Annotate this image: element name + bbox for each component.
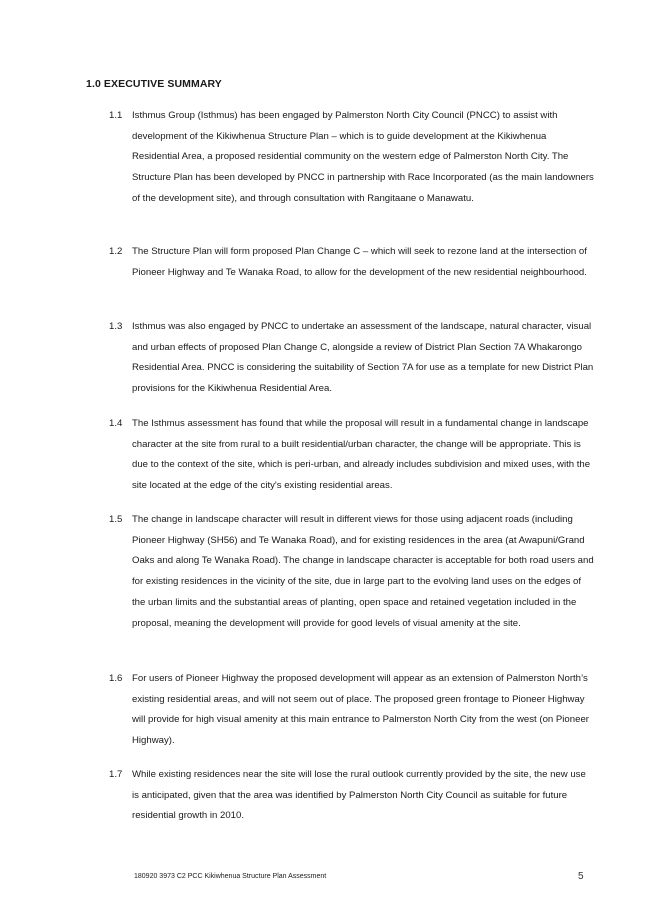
footer-document-reference: 180920 3973 C2 PCC Kikiwhenua Structure Plan Assessment — [134, 873, 327, 880]
page-number: 5 — [578, 871, 584, 882]
paragraph-number: 1.7 — [109, 769, 123, 780]
paragraph-text: Isthmus Group (Isthmus) has been engaged by Palmerston North City Council (PNCC) to assist with development of the Kikiwhenua Structure Plan – which is to guide development at the Kikiwhenua Residential Area, a proposed residential community on the western edge of Palmerston North City. The Structure Plan has been developed by PNCC in partnership with Race Incorporated (as the main landowners of the development site), and through consultation with Rangitaane o Manawatu. — [132, 110, 594, 204]
paragraph-number: 1.4 — [109, 418, 123, 429]
section-heading: 1.0 EXECUTIVE SUMMARY — [86, 78, 222, 90]
paragraph-number: 1.1 — [109, 110, 123, 121]
paragraph-text: The change in landscape character will result in different views for those using adjacent roads (including Pioneer Highway (SH56) and Te Wanaka Road), and for existing residences in the area (at Awapuni/Grand Oaks and along Te Wanaka Road). The change in landscape character is acceptable for both road users and for existing residences in the vicinity of the site, due in large part to the evolving land uses on the edges of the urban limits and the substantial areas of planting, open space and retained vegetation included in the proposal, meaning the development will provide for good levels of visual amenity at the site. — [132, 514, 594, 629]
paragraph-1-2 — [109, 242, 594, 283]
paragraph-1-1 — [109, 106, 594, 210]
paragraph-text: For users of Pioneer Highway the proposed development will appear as an extension of Palmerston North’s existing residential areas, and will not seem out of place. The proposed green frontage to Pioneer Highway will provide for high visual amenity at this main entrance to Palmerston North City from the west (on Pioneer Highway). — [132, 673, 589, 747]
paragraph-text: The Structure Plan will form proposed Plan Change C – which will seek to rezone land at the intersection of Pioneer Highway and Te Wanaka Road, to allow for the development of the new residential neighbourhood. — [132, 246, 587, 278]
paragraph-text: While existing residences near the site will lose the rural outlook currently provided by the site, the new use is anticipated, given that the area was identified by Palmerston North City Council as suitable for future residential growth in 2010. — [132, 769, 586, 822]
paragraph-1-7 — [109, 765, 594, 827]
paragraph-number: 1.5 — [109, 514, 123, 525]
paragraph-number: 1.2 — [109, 246, 123, 257]
paragraph-text: Isthmus was also engaged by PNCC to undertake an assessment of the landscape, natural character, visual and urban effects of proposed Plan Change C, alongside a review of District Plan Section 7A Whakarongo Residential Area. PNCC is considering the suitability of Section 7A for use as a template for new District Plan provisions for the Kikiwhenua Residential Area. — [132, 321, 594, 395]
paragraph-number: 1.3 — [109, 321, 123, 332]
paragraph-number: 1.6 — [109, 673, 123, 684]
paragraph-1-5 — [109, 510, 594, 634]
paragraph-text: The Isthmus assessment has found that while the proposal will result in a fundamental change in landscape character at the site from rural to a built residential/urban character, the change will be appropriate. This is due to the context of the site, which is peri-urban, and already includes subdivision and mixed uses, with the site located at the edge of the city's existing residential areas. — [132, 418, 591, 492]
paragraph-1-4 — [109, 414, 594, 497]
paragraph-1-3 — [109, 317, 594, 400]
paragraph-1-6 — [109, 669, 594, 752]
